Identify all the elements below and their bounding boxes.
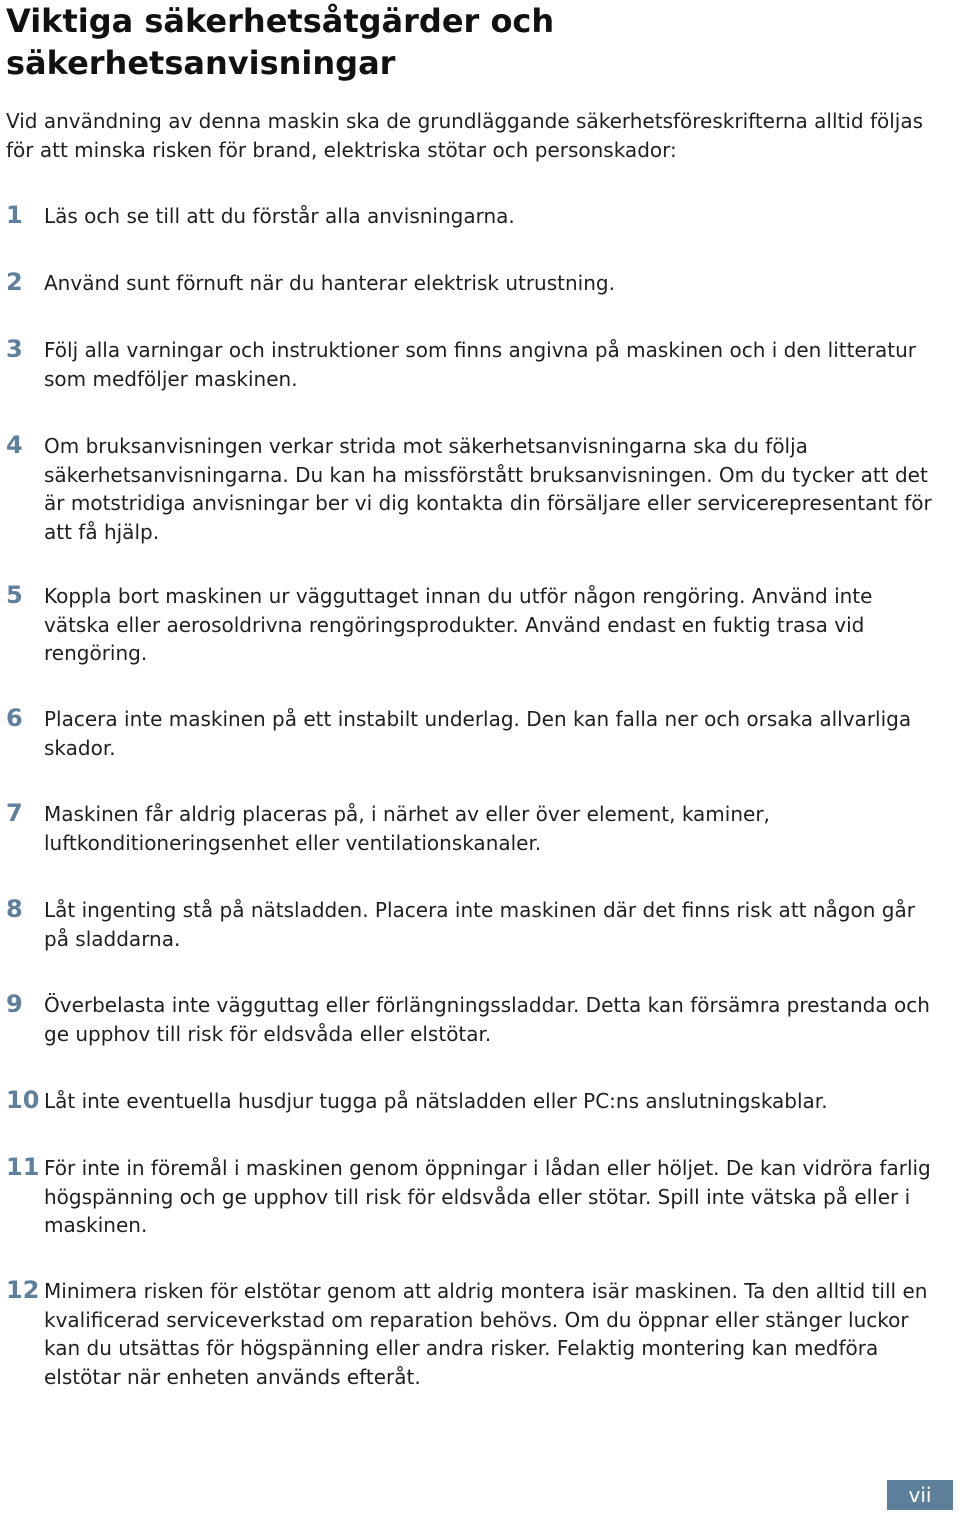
item-text: Överbelasta inte vägguttag eller förlängningssladdar. Detta kan försämra prestanda och ge upphov till risk för eldsvåda eller elstötar. (44, 993, 930, 1046)
item-text: Maskinen får aldrig placeras på, i närhet av eller över element, kaminer, luftkonditioneringsenhet eller ventilationskanaler. (44, 802, 770, 855)
item-text: För inte in föremål i maskinen genom öppningar i lådan eller höljet. De kan vidröra farlig högspänning och ge upphov till risk för eldsvåda eller stötar. Spill inte vätska på eller i maskinen. (44, 1156, 931, 1237)
item-text: Låt ingenting stå på nätsladden. Placera inte maskinen där det finns risk att någon går på sladdarna. (44, 898, 915, 951)
item-text: Koppla bort maskinen ur vägguttaget innan du utför någon rengöring. Använd inte vätska eller aerosoldrivna rengöringsprodukter. Använd endast en fuktig trasa vid rengöring. (44, 584, 873, 665)
item-number: 6 (6, 704, 23, 732)
item-text: Minimera risken för elstötar genom att aldrig montera isär maskinen. Ta den alltid till en kvalificerad serviceverkstad om reparation behövs. Om du öppnar eller stänger luckor kan du utsättas för högspänning eller andra risker. Felaktig montering kan medföra elstötar när enheten används efteråt. (44, 1279, 928, 1389)
item-text: Placera inte maskinen på ett instabilt underlag. Den kan falla ner och orsaka allvarliga skador. (44, 707, 912, 760)
item-number: 3 (6, 335, 23, 363)
item-text: Låt inte eventuella husdjur tugga på nätsladden eller PC:ns anslutningskablar. (44, 1089, 828, 1113)
item-number: 8 (6, 895, 23, 923)
intro-paragraph: Vid användning av denna maskin ska de grundläggande säkerhetsföreskrifterna alltid följas för att minska risken för brand, elektriska stötar och personskador: (6, 109, 924, 162)
page-title: Viktiga säkerhetsåtgärder och säkerhetsanvisningar (6, 2, 555, 82)
item-number: 7 (6, 799, 23, 827)
item-number: 5 (6, 581, 23, 609)
item-text: Använd sunt förnuft när du hanterar elektrisk utrustning. (44, 271, 615, 295)
item-text: Om bruksanvisningen verkar strida mot säkerhetsanvisningarna ska du följa säkerhetsanvisningarna. Du kan ha missförstått bruksanvisningen. Om du tycker att det är motstridiga anvisningar ber vi dig kontakta din försäljare eller servicerepresentant för att få hjälp. (44, 434, 932, 544)
item-text: Följ alla varningar och instruktioner som finns angivna på maskinen och i den litteratur som medföljer maskinen. (44, 338, 917, 391)
item-number: 4 (6, 431, 23, 459)
item-number: 9 (6, 990, 23, 1018)
page-number-badge: vii (887, 1480, 953, 1510)
item-number: 2 (6, 268, 23, 296)
item-number: 1 (6, 201, 23, 229)
item-number: 10 (6, 1086, 40, 1114)
item-number: 11 (6, 1153, 40, 1181)
item-text: Läs och se till att du förstår alla anvisningarna. (44, 204, 515, 228)
item-number: 12 (6, 1276, 40, 1304)
